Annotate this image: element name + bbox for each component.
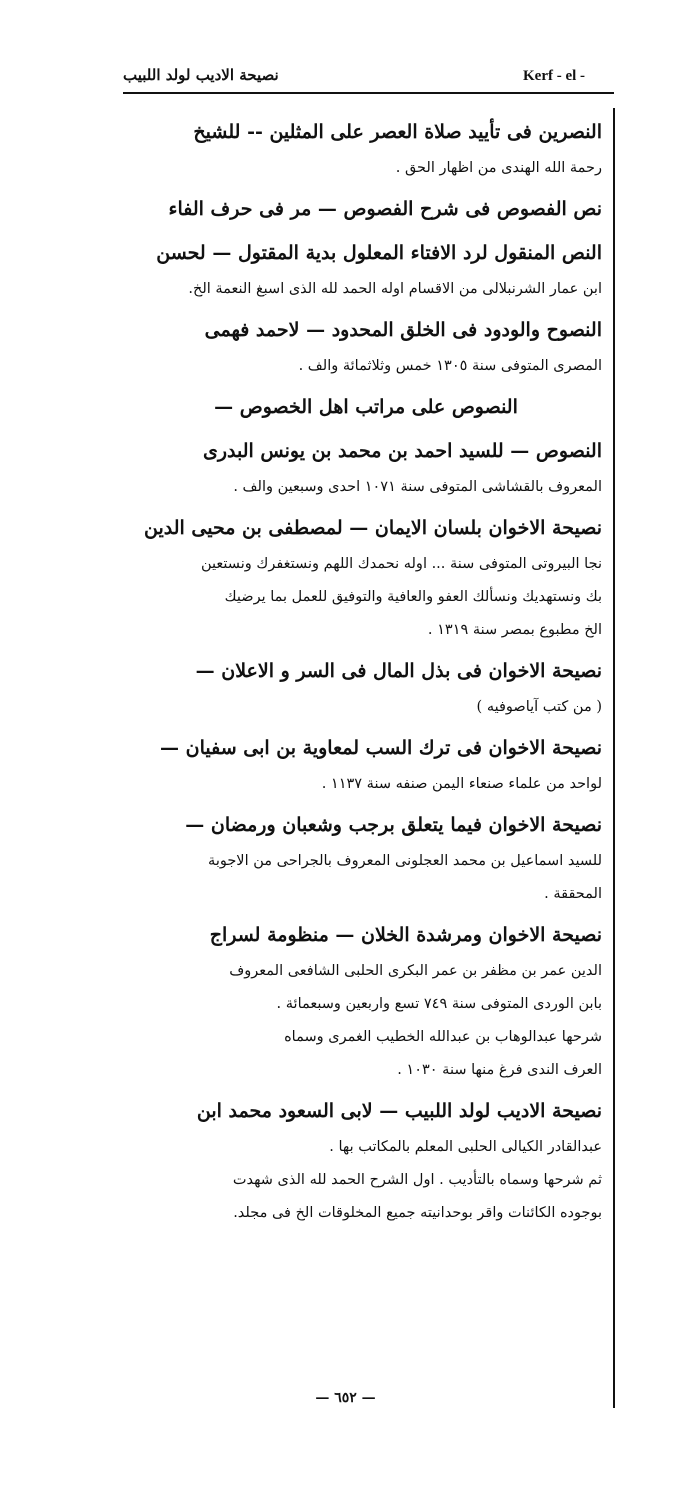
entry-title: النص المنقول لرد الافتاء المعلول بدية المقتول — لحسن [156, 242, 602, 264]
entry-text-line: ثم شرحها وسماه بالتأديب . اول الشرح الحمد لله الذى شهدت [232, 1172, 602, 1188]
entry [130, 233, 602, 306]
entry [130, 1091, 602, 1230]
entry-text-line: عبدالقادر الكيالى الحلبى المعلم بالمكاتب بها . [329, 1139, 602, 1155]
entry [130, 805, 602, 911]
entry-text-line: ابن عمار الشرنبلالى من الاقسام اوله الحمد لله الذى اسبغ النعمة الخ. [188, 281, 602, 297]
entry [130, 189, 602, 229]
entry-text-line: المحققة . [544, 886, 602, 902]
entry-text-line: شرحها عبدالوهاب بن عبدالله الخطيب الغمرى وسماه [284, 1029, 602, 1045]
entry [130, 112, 602, 185]
entry-title: النصوح والودود فى الخلق المحدود — لاحمد فهمى [204, 319, 602, 341]
entry-text-line: ( من كتب آياصوفيه ) [476, 699, 602, 715]
entry-text-line: الخ مطبوع بمصر سنة ١٣١٩ . [427, 622, 602, 638]
entry-text-line: نجا البيروتى المتوفى سنة ... اوله نحمدك اللهم ونستغفرك ونستعين [201, 556, 602, 572]
entry-title: النصوص — للسيد احمد بن محمد بن يونس البدرى [202, 440, 602, 462]
entry-title: نصيحة الاخوان بلسان الايمان — لمصطفى بن محيى الدين [143, 517, 602, 539]
entry-title: النصوص على مراتب اهل الخصوص — [214, 396, 518, 418]
entry-title: نصيحة الاخوان فى ترك السب لمعاوية بن ابى سفيان — [160, 737, 602, 759]
entry-text-line: المصرى المتوفى سنة ١٣٠٥ خمس وثلاثمائة والف . [298, 358, 602, 374]
entry-text-line: رحمة الله الهندى من اظهار الحق . [395, 160, 602, 176]
entry [130, 431, 602, 504]
entry-text-line: لواحد من علماء صنعاء اليمن صنفه سنة ١١٣٧ . [321, 776, 602, 792]
entry-title: نصيحة الاديب لولد اللبيب — لابى السعود محمد ابن [196, 1100, 602, 1122]
entry-text-line: العرف الندى فرغ منها سنة ١٠٣٠ . [397, 1062, 602, 1078]
entry [130, 728, 602, 801]
entry-text-line: للسيد اسماعيل بن محمد العجلونى المعروف بالجراحى من الاجوبة [208, 853, 602, 869]
entry-text-line: المعروف بالقشاشى المتوفى سنة ١٠٧١ احدى وسبعين والف . [233, 479, 602, 495]
entry [130, 508, 602, 647]
margin-rule [613, 108, 615, 1408]
entry-text-line: بك ونستهديك ونسألك العفو والعافية والتوفيق للعمل بما يرضيك [224, 589, 602, 605]
entry [130, 310, 602, 383]
running-head-title: نصيحة الاديب لولد اللبيب [123, 66, 279, 84]
entry-title: نص الفصوص فى شرح الفصوص — مر فى حرف الفاء [168, 198, 602, 220]
entry-title: نصيحة الاخوان ومرشدة الخلان — منظومة لسراج [209, 924, 602, 946]
entry-title: نصيحة الاخوان فيما يتعلق برجب وشعبان ورمضان — [185, 814, 602, 836]
header-rule [123, 92, 614, 94]
entry-title: نصيحة الاخوان فى بذل المال فى السر و الاعلان — [195, 660, 602, 682]
entry [130, 387, 602, 427]
entry-text-line: بوجوده الكائنات واقر بوحدانيته جميع المخلوقات الخ فى مجلد. [233, 1205, 602, 1221]
entry [130, 651, 602, 724]
running-head-left: Kerf - el - [523, 68, 586, 84]
entry [130, 915, 602, 1087]
page-number: — ٦٥٢ — [315, 1390, 376, 1406]
entry-list [130, 112, 602, 1234]
entry-text-line: بابن الوردى المتوفى سنة ٧٤٩ تسع واربعين وسبعمائة . [276, 996, 602, 1012]
entry-title: النصرين فى تأييد صلاة العصر على المثلين -- للشيخ [193, 121, 602, 143]
entry-text-line: الدين عمر بن مظفر بن عمر البكرى الحلبى الشافعى المعروف [229, 963, 602, 979]
